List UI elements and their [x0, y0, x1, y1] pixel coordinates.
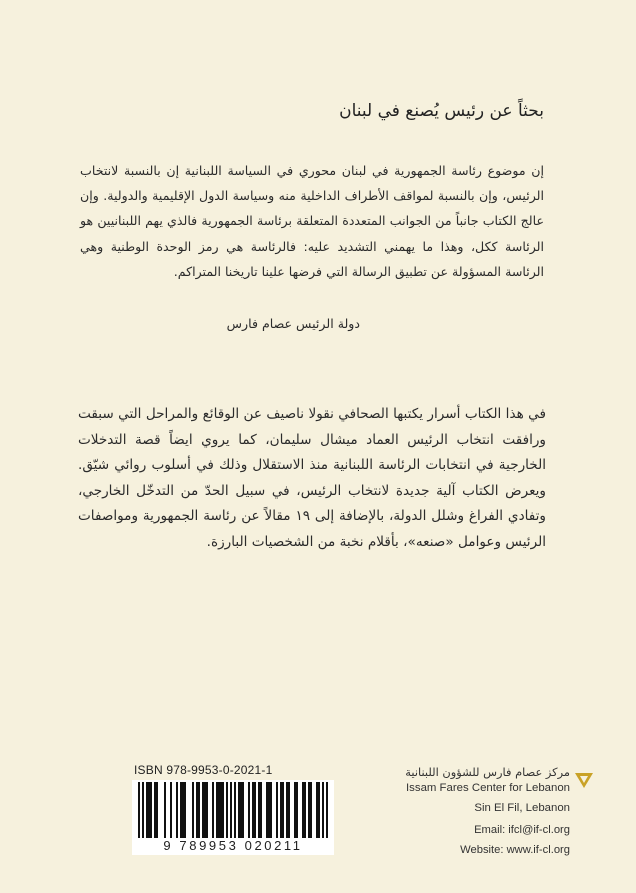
barcode-bar [260, 782, 262, 840]
barcode-bar [234, 782, 236, 840]
barcode-bar [308, 782, 310, 840]
barcode-bar [276, 782, 278, 840]
barcode-bar [248, 782, 250, 840]
barcode-bar [240, 782, 242, 840]
barcode-bar [156, 782, 158, 840]
barcode-bar [198, 782, 200, 840]
barcode-bar [206, 782, 208, 840]
barcode-bar [154, 782, 156, 840]
barcode-digits: 9 789953 020211 [132, 838, 334, 855]
barcode-bar [286, 782, 288, 840]
barcode-bar [230, 782, 232, 840]
barcode-bar [146, 782, 148, 840]
publisher-website: Website: www.if-cl.org [460, 844, 570, 856]
barcode-bars [132, 780, 334, 842]
barcode-bar [148, 782, 150, 840]
barcode-bar [318, 782, 320, 840]
barcode-bar [304, 782, 306, 840]
intro-paragraph: إن موضوع رئاسة الجمهورية في لبنان محوري في السياسة اللبنانية إن بالنسبة لانتخاب الرئيس، وإن بالنسبة لمواقف الأطراف الداخلية منه وسياسة الدول الإقليمية والدولية. وإن عالج الكتاب جانباً من الجوانب المتعددة المتعلقة برئاسة الجمهورية فالذي يهم اللبنانيين هو الرئاسة ككل، وهذا ما يهمني التشديد عليه: فالرئاسة هي رمز الوحدة الوطنية وهي الرئاسة المسؤولة عن تطبيق الرسالة التي فرضها علينا تاريخنا المتراكم. [80, 163, 544, 279]
barcode-bar [316, 782, 318, 840]
barcode-bar [192, 782, 194, 840]
barcode-bar [142, 782, 144, 840]
barcode-bar [296, 782, 298, 840]
barcode-bar [238, 782, 240, 840]
isbn-label: ISBN 978-9953-0-2021-1 [134, 763, 273, 777]
barcode-bar [280, 782, 282, 840]
barcode-bar [170, 782, 172, 840]
barcode-bar [212, 782, 214, 840]
publisher-contact [350, 820, 570, 860]
publisher-name-english: Issam Fares Center for Lebanon [406, 782, 570, 794]
barcode-bar [254, 782, 256, 840]
publisher-logo-icon [574, 770, 594, 790]
barcode-bar [252, 782, 254, 840]
barcode-bar [310, 782, 312, 840]
barcode-bar [302, 782, 304, 840]
barcode-bar [202, 782, 204, 840]
barcode-bar [180, 782, 182, 840]
barcode [132, 780, 334, 842]
barcode-bar [242, 782, 244, 840]
barcode-bar [196, 782, 198, 840]
barcode-bar [266, 782, 268, 840]
book-description: في هذا الكتاب أسرار يكتبها الصحافي نقولا ناصيف عن الوقائع والمراحل التي سبقت ورافقت انتخاب الرئيس العماد ميشال سليمان، كما يروي ايضاً قصة التدخلات الخارجية في انتخابات الرئاسة اللبنانية منذ الاستقلال وذلك في أسلوب روائي شيّق. ويعرض الكتاب آلية جديدة لانتخاب الرئيس، في سبيل الحدّ من التدخّل الخارجي، وتفادي الفراغ وشلل الدولة، بالإضافة إلى ١٩ مقالاً عن رئاسة الجمهورية ومواصفات الرئيس وعوامل «صنعه»، بأقلام نخبة من الشخصيات البارزة. [78, 406, 546, 550]
barcode-bar [226, 782, 228, 840]
barcode-bar [268, 782, 270, 840]
barcode-bar [184, 782, 186, 840]
barcode-bar [204, 782, 206, 840]
barcode-bar [270, 782, 272, 840]
barcode-bar [322, 782, 324, 840]
barcode-bar [258, 782, 260, 840]
barcode-bar [288, 782, 290, 840]
barcode-bar [164, 782, 166, 840]
barcode-bar [282, 782, 284, 840]
barcode-bar [222, 782, 224, 840]
barcode-bar [220, 782, 222, 840]
publisher-location: Sin El Fil, Lebanon [474, 802, 570, 814]
barcode-bar [326, 782, 328, 840]
barcode-bar [218, 782, 220, 840]
publisher-email: Email: ifcl@if-cl.org [474, 824, 570, 836]
publisher-name-arabic: مركز عصام فارس للشؤون اللبنانية [405, 765, 570, 779]
barcode-bar [294, 782, 296, 840]
cover-title: بحثاً عن رئيس يُصنع في لبنان [339, 101, 544, 121]
barcode-bar [150, 782, 152, 840]
barcode-bar [216, 782, 218, 840]
barcode-bar [182, 782, 184, 840]
barcode-bar [138, 782, 140, 840]
barcode-bar [176, 782, 178, 840]
intro-signature: دولة الرئيس عصام فارس [226, 316, 360, 331]
